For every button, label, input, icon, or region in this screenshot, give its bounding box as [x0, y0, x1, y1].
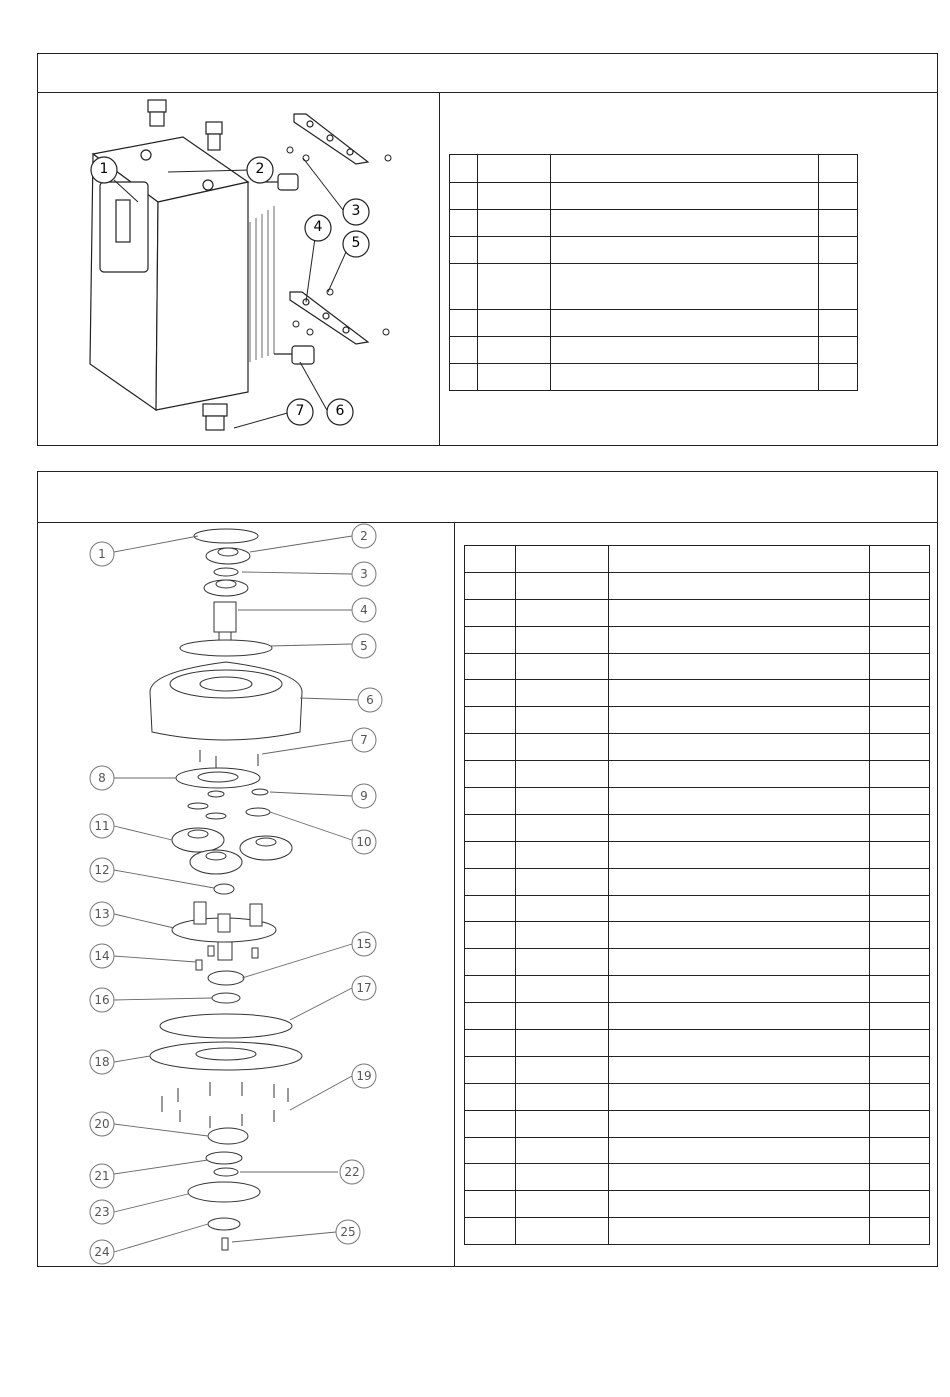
section-1-header [38, 54, 937, 93]
section-2-header [38, 472, 937, 523]
callout-label: 25 [340, 1225, 356, 1239]
table-row [450, 264, 858, 310]
table-row [465, 976, 930, 1003]
callout-label: 24 [94, 1245, 110, 1259]
callout-label: 1 [99, 161, 109, 177]
table-row [465, 653, 930, 680]
table-row [465, 949, 930, 976]
callout-label: 5 [360, 639, 368, 653]
callout-label: 5 [351, 235, 361, 251]
callout-label: 17 [356, 981, 372, 995]
table-row [450, 310, 858, 337]
table-row [465, 1056, 930, 1083]
table-row [465, 707, 930, 734]
callout-label: 13 [94, 907, 110, 921]
callout-label: 11 [94, 819, 110, 833]
table-row [465, 1137, 930, 1164]
callout-label: 2 [255, 161, 265, 177]
callout-label: 4 [360, 603, 368, 617]
section-2-divider [454, 522, 455, 1266]
callout-label: 4 [313, 219, 323, 235]
table-row [465, 1110, 930, 1137]
table-row [465, 1164, 930, 1191]
table-row [465, 572, 930, 599]
callout-label: 10 [356, 835, 372, 849]
callout-layer [38, 522, 453, 1266]
table-row [450, 210, 858, 237]
table-row [465, 814, 930, 841]
callout-label: 23 [94, 1205, 110, 1219]
callout-label: 21 [94, 1169, 110, 1183]
callout-label: 6 [366, 693, 374, 707]
table-row [465, 734, 930, 761]
callout-label: 12 [94, 863, 110, 877]
callout-label: 15 [356, 937, 372, 951]
callout-label: 2 [360, 529, 368, 543]
table-row [450, 337, 858, 364]
table-row [465, 1083, 930, 1110]
table-row [465, 1218, 930, 1245]
callout-label: 8 [98, 771, 106, 785]
callout-label: 7 [295, 403, 305, 419]
callout-label: 3 [351, 203, 361, 219]
callout-label: 9 [360, 789, 368, 803]
callout-label: 14 [94, 949, 110, 963]
callout-label: 1 [98, 547, 106, 561]
table-row [465, 761, 930, 788]
callout-label: 16 [94, 993, 110, 1007]
section-1-divider [439, 92, 440, 445]
table-row [465, 895, 930, 922]
callout-label: 22 [344, 1165, 360, 1179]
callout-label: 3 [360, 567, 368, 581]
parts-table-2 [464, 545, 930, 1245]
table-row [465, 626, 930, 653]
section-1-panel [37, 53, 938, 446]
table-row [450, 237, 858, 264]
parts-table-1 [449, 154, 858, 391]
table-row [465, 1003, 930, 1030]
table-row [465, 841, 930, 868]
callout-label: 18 [94, 1055, 110, 1069]
table-row [465, 680, 930, 707]
table-header-row [465, 546, 930, 573]
table-row [465, 868, 930, 895]
callout-label: 20 [94, 1117, 110, 1131]
table-row [450, 364, 858, 391]
table-row [465, 788, 930, 815]
table-row [465, 1030, 930, 1057]
table-row [465, 922, 930, 949]
table-row [450, 183, 858, 210]
table-row [465, 599, 930, 626]
callout-label: 7 [360, 733, 368, 747]
callout-label: 6 [335, 403, 345, 419]
table-header-row [450, 155, 858, 183]
table-row [465, 1191, 930, 1218]
callout-label: 19 [356, 1069, 372, 1083]
section-2-panel [37, 471, 938, 1267]
